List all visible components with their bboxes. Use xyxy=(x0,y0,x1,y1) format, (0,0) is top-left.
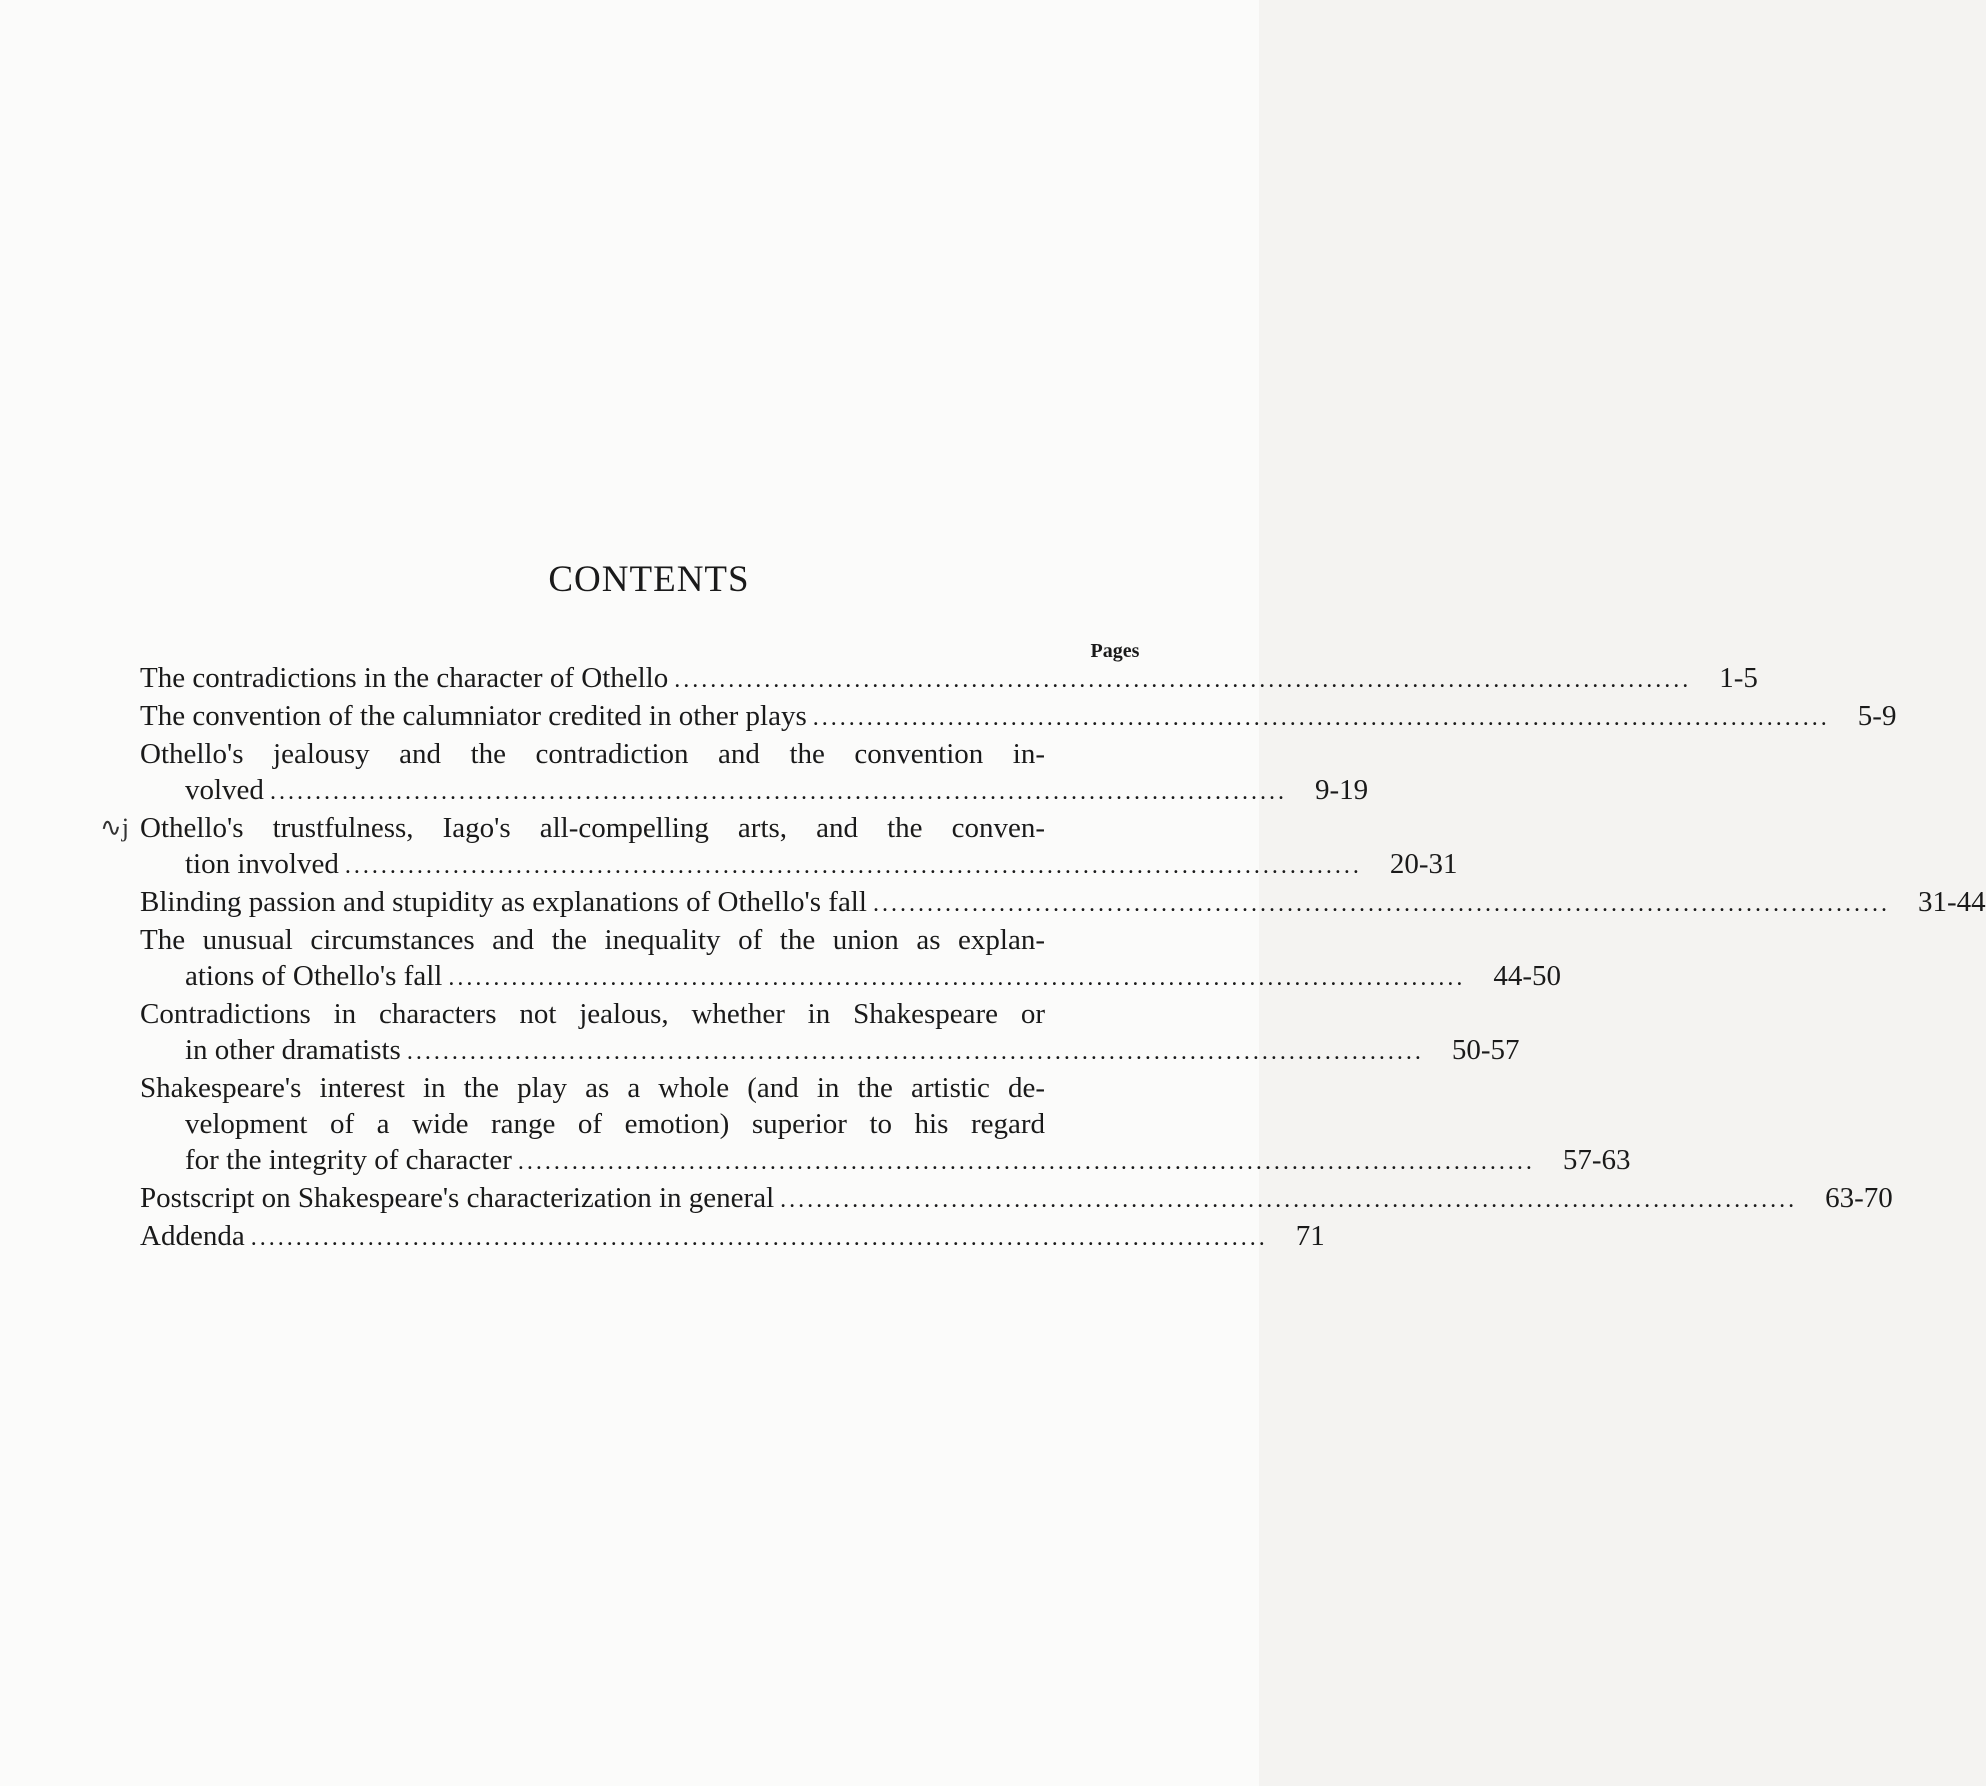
toc-page-range: 5-9 xyxy=(1857,700,1897,732)
dot-leader: ................................................................................................................. xyxy=(812,705,1830,731)
dot-leader: ................................................................................................................. xyxy=(674,667,1692,693)
toc-entry-text: ations of Othello's fall xyxy=(185,960,443,992)
pages-column-heading: Pages xyxy=(1090,640,1140,662)
toc-entry xyxy=(140,698,1897,736)
toc-entry-text: velopment of a wide range of emotion) superior to his regard xyxy=(185,1108,1045,1140)
dot-leader: ................................................................................................................. xyxy=(344,853,1362,879)
toc-entry-text: in other dramatists xyxy=(185,1034,401,1066)
toc-entry-text: tion involved xyxy=(185,848,339,880)
toc-entry-text: The contradictions in the character of Othello xyxy=(140,662,669,694)
toc-entry-text: Othello's trustfulness, Iago's all-compelling arts, and the conven- xyxy=(140,812,1045,844)
toc-entry xyxy=(140,736,1369,810)
toc-entry-text: Shakespeare's interest in the play as a whole (and in the artistic de- xyxy=(140,1072,1045,1104)
toc-entry xyxy=(140,1180,1893,1218)
toc-entry xyxy=(140,884,1986,922)
table-of-contents xyxy=(140,660,1986,1256)
toc-page-range: 57-63 xyxy=(1562,1144,1631,1176)
toc-page-range: 63-70 xyxy=(1825,1182,1893,1214)
page-title: CONTENTS xyxy=(548,559,750,600)
toc-entry xyxy=(140,1070,1631,1180)
toc-entry-text: The unusual circumstances and the inequality of the union as explan- xyxy=(140,924,1045,956)
toc-entry-text: volved xyxy=(185,774,264,806)
toc-page-range: 71 xyxy=(1295,1220,1325,1252)
toc-entry xyxy=(140,660,1758,698)
toc-page-range: 44-50 xyxy=(1493,960,1561,992)
toc-entry xyxy=(140,922,1561,996)
toc-page-range: 20-31 xyxy=(1389,848,1458,880)
toc-entry xyxy=(140,810,1458,884)
toc-entry-text: for the integrity of character xyxy=(185,1144,512,1176)
dot-leader: ................................................................................................................. xyxy=(269,779,1287,805)
toc-page-range: 31-44 xyxy=(1917,886,1986,918)
toc-entry-text: Addenda xyxy=(140,1220,245,1252)
toc-page-range: 50-57 xyxy=(1451,1034,1520,1066)
toc-entry xyxy=(140,1218,1325,1256)
dot-leader: ................................................................................................................. xyxy=(780,1187,1798,1213)
toc-entry-text: Blinding passion and stupidity as explanations of Othello's fall xyxy=(140,886,867,918)
dot-leader: ................................................................................................................. xyxy=(406,1039,1424,1065)
toc-entry-text: Contradictions in characters not jealous, whether in Shakespeare or xyxy=(140,998,1045,1030)
dot-leader: ................................................................................................................. xyxy=(448,965,1466,991)
dot-leader: ................................................................................................................. xyxy=(517,1149,1535,1175)
toc-page-range: 9-19 xyxy=(1314,774,1369,806)
toc-entry-text: Othello's jealousy and the contradiction and the convention in- xyxy=(140,738,1045,770)
toc-entry-text: The convention of the calumniator credited in other plays xyxy=(140,700,807,732)
dot-leader: ................................................................................................................. xyxy=(250,1225,1268,1251)
toc-entry-text: Postscript on Shakespeare's characterization in general xyxy=(140,1182,775,1214)
margin-mark: ∿j xyxy=(100,813,130,842)
toc-page-range: 1-5 xyxy=(1719,662,1758,694)
dot-leader: ................................................................................................................. xyxy=(872,891,1890,917)
toc-entry xyxy=(140,996,1520,1070)
